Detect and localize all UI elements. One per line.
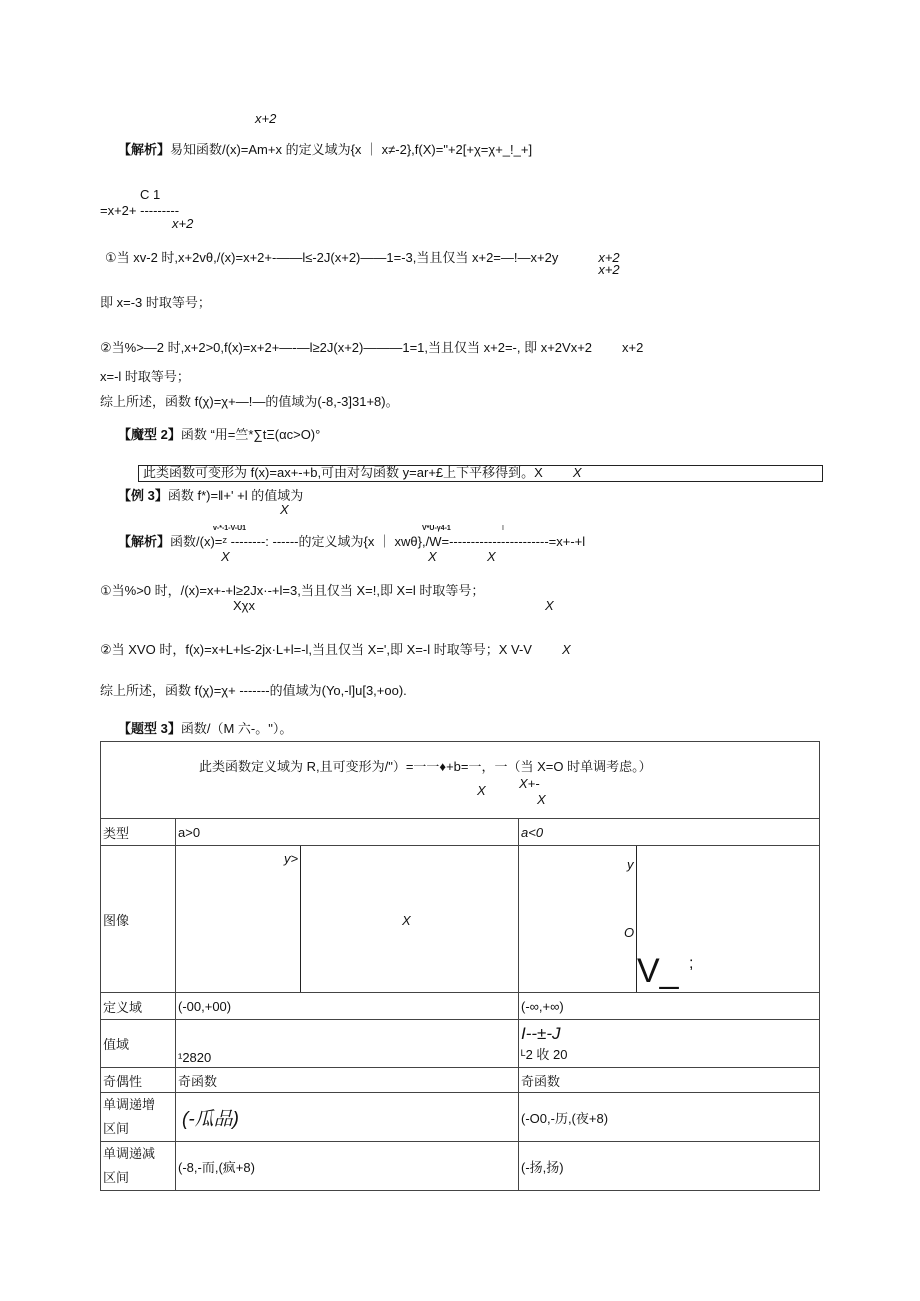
fraction-denominator: x+2 (255, 111, 277, 126)
cell: (-8,-而,(疯+8) (176, 1142, 519, 1191)
analysis-label: 【解析】 (118, 534, 171, 549)
table-row (101, 846, 820, 993)
example-3 (118, 489, 303, 502)
type-2-heading (118, 428, 320, 441)
note-tail: X (572, 465, 582, 480)
range-bottom: ᴸ2 收 20 (521, 1047, 568, 1062)
cell: 奇函数 (519, 1068, 820, 1093)
y-axis (300, 846, 301, 992)
sup-1: v-*-1-V-U1 (213, 525, 247, 532)
analysis-text: 易知函数/(x)=Am+x 的定义域为{x ｜ x≠-2},f(X)="+2[+χ=χ+_!_+] (170, 142, 533, 157)
cell: (-O0,-历,(夜+8) (519, 1093, 820, 1142)
cell: ¹2820 (176, 1020, 519, 1068)
header-sub: X+- (519, 776, 540, 791)
cell: (-瓜品) (176, 1093, 519, 1142)
type-text: 函数/（M 六-。"）。 (180, 721, 293, 736)
row-label: 图像 (101, 846, 176, 993)
fraction-denominator: x+2 (172, 216, 194, 231)
den-1: X (221, 549, 230, 564)
y-label: y> (284, 851, 299, 866)
case-2-line2: x=-l 时取等号； (100, 369, 190, 384)
example-label: 【例 3】 (118, 488, 168, 503)
table-row (101, 1068, 820, 1093)
note (143, 466, 582, 479)
fraction-numerator: C 1 (140, 187, 161, 202)
row-label: 定义域 (101, 993, 176, 1020)
example-text: 函数 f*)=‖+' +l 的值域为 (167, 488, 304, 503)
summary-1: 综上所述，函数 f(χ)=χ+—!—的值域为(-8,-3]31+8)。 (100, 394, 399, 409)
type-text: 函数 “用=竺*∑tΞ(αc>O)° (180, 427, 321, 442)
case-3: ①当%>0 时，/(x)=x+-+l≥2Jx·-+l=3,当且仅当 X=!,即 X=l 时取等号； (100, 583, 485, 598)
case-4-tail: X (561, 642, 571, 657)
table-row (101, 993, 820, 1020)
table-row (101, 1093, 820, 1142)
case-3-sub2: X (545, 598, 554, 613)
case-1-text: ①当 xv-2 时,x+2vθ,/(x)=x+2+-——l≤-2J(x+2)——1=-3,当且仅当 x+2=—!—x+2y (105, 250, 559, 265)
label-line: 单调递减 (103, 1146, 156, 1161)
header-sub: X (477, 783, 486, 798)
label-line: 区间 (103, 1170, 130, 1185)
cell: 奇函数 (176, 1068, 519, 1093)
sup-2: V*U-γ4-1 (422, 525, 451, 532)
table-header (101, 742, 820, 819)
header-sub: X (537, 792, 546, 807)
den-2: X (428, 549, 437, 564)
example-den: X (280, 502, 289, 517)
case-2-text: ②当%>—2 时,x+2>0,f(x)=x+2+—-—l≥2J(x+2)———1=1,当且仅当 x+2=-, 即 x+2Vx+2 (100, 340, 593, 355)
cell (519, 1020, 820, 1068)
type-3-heading (118, 722, 292, 735)
case-1-side (598, 250, 620, 277)
curve-mark: ; (689, 955, 694, 972)
case-1-side-b: x+2 (598, 262, 620, 277)
case-3-sub: Xχx (233, 598, 255, 613)
case-1-side-a: x+2 (598, 250, 620, 265)
row-label (101, 1142, 176, 1191)
properties-table (100, 741, 820, 1191)
analysis-label: 【解析】 (118, 142, 171, 157)
summary-2: 综上所述，函数 f(χ)=χ+ -------的值域为(Yo,-l]u[3,+oo). (100, 683, 407, 698)
note-text: 此类函数可变形为 f(x)=ax+-+b,可由对勾函数 y=ar+£上下平移得到。X (143, 465, 543, 480)
cell: (-扬,扬) (519, 1142, 820, 1191)
analysis-text: 函数/(x)=ᶻ --------: ------的定义域为{x ｜ xwθ},/W=-----------------------=x+-+l (170, 534, 586, 549)
row-label: 奇偶性 (101, 1068, 176, 1093)
graph-b (519, 846, 820, 993)
header-text: 此类函数定义域为 R,且可变形为/"）=一一♦+b=一，一（当 X=O 时单调考虑。） (199, 759, 652, 774)
cell: a<0 (519, 819, 820, 846)
case-2 (100, 341, 643, 354)
y-label: y (627, 857, 634, 872)
label-line: 单调递增 (103, 1097, 156, 1112)
type-label: 【魔型 2】 (118, 427, 181, 442)
analysis-2 (118, 535, 585, 548)
case-2-side: x+2 (622, 340, 644, 355)
analysis-1 (118, 143, 532, 156)
type-label: 【题型 3】 (118, 721, 181, 736)
sup-3: I (502, 525, 504, 532)
x-label: X (402, 913, 411, 928)
case-1-line2: 即 x=-3 时取等号； (100, 295, 211, 310)
label-line: 区间 (103, 1121, 130, 1136)
curve-mark: V_ (637, 952, 679, 990)
cell: a>0 (176, 819, 519, 846)
range-top: I--±-J (521, 1024, 561, 1043)
cell: (-00,+00) (176, 993, 519, 1020)
graph-a (176, 846, 519, 993)
table-row (101, 1142, 820, 1191)
row-label (101, 1093, 176, 1142)
row-label: 值域 (101, 1020, 176, 1068)
case-1 (105, 250, 620, 277)
case-4 (100, 643, 571, 656)
table-row (101, 1020, 820, 1068)
case-4-text: ②当 XVO 时，f(x)=x+L+l≤-2jx·L+l=-l,当且仅当 X=',即 X=-l 时取等号；X V-V (100, 642, 532, 657)
cell: (-∞,+∞) (519, 993, 820, 1020)
den-3: X (487, 549, 496, 564)
row-label: 类型 (101, 819, 176, 846)
table-row (101, 819, 820, 846)
origin-label: O (624, 925, 635, 940)
analysis-line2: =x+2+ --------- (100, 203, 180, 218)
